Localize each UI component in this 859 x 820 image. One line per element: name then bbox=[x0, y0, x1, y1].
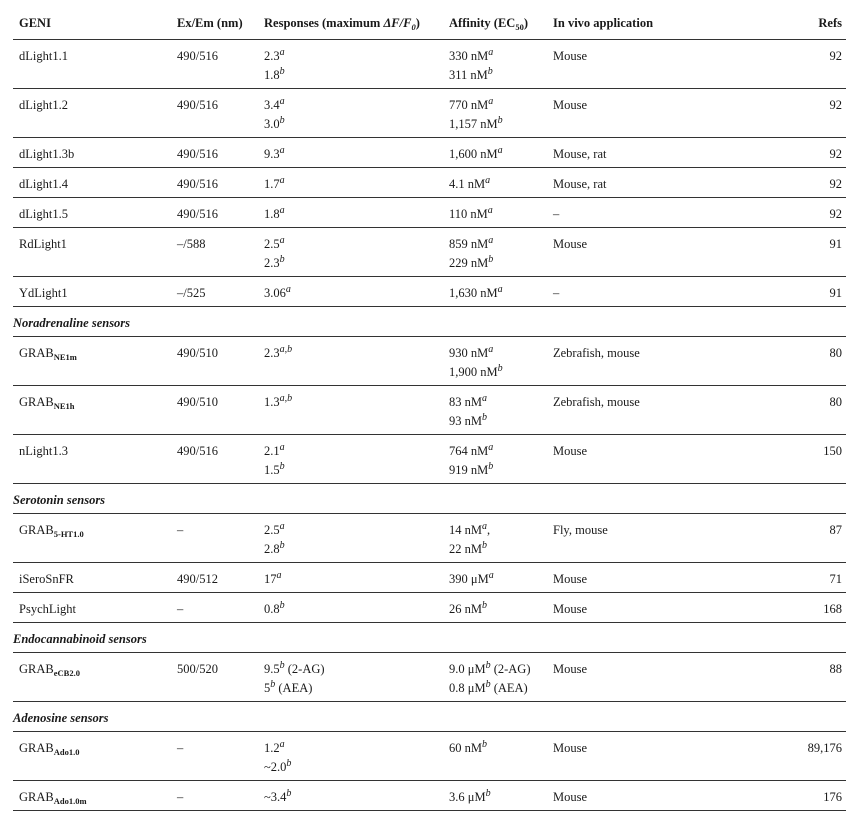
cell-responses-line bbox=[264, 758, 449, 777]
geni-name: GRAB bbox=[19, 346, 54, 360]
cell-affinity bbox=[449, 40, 553, 89]
footnote-marker: a bbox=[279, 145, 285, 156]
value: 330 nM bbox=[449, 49, 489, 63]
cell-affinity-line bbox=[449, 96, 553, 115]
cell-responses bbox=[264, 563, 449, 593]
cell-affinity bbox=[449, 337, 553, 386]
table-header bbox=[13, 5, 846, 40]
footnote-marker: b bbox=[279, 66, 285, 77]
cell-geni bbox=[13, 138, 177, 168]
geni-name: PsychLight bbox=[19, 602, 76, 616]
header-refs: Refs bbox=[818, 16, 842, 30]
cell-exem: –/525 bbox=[177, 277, 264, 307]
cell-responses-line bbox=[264, 739, 449, 758]
footnote-marker: b bbox=[482, 600, 487, 611]
footnote-marker: a bbox=[488, 344, 494, 355]
geni-name: GRAB bbox=[19, 790, 54, 804]
cell-exem: – bbox=[177, 781, 264, 811]
value: 859 nM bbox=[449, 237, 489, 251]
cell-invivo: – bbox=[553, 198, 787, 228]
cell-geni bbox=[13, 277, 177, 307]
cell-affinity-line bbox=[449, 412, 553, 431]
cell-invivo: Mouse bbox=[553, 40, 787, 89]
cell-affinity-line bbox=[449, 254, 553, 273]
footnote-marker: a bbox=[488, 442, 494, 453]
geni-subscript: Ado1.0 bbox=[53, 747, 80, 757]
footnote-marker: a bbox=[279, 175, 285, 186]
cell-refs: 80 bbox=[787, 337, 846, 386]
footnote-marker: a bbox=[487, 205, 493, 216]
cell-affinity-line bbox=[449, 600, 553, 619]
value: 110 nM bbox=[449, 207, 488, 221]
cell-invivo: Mouse, rat bbox=[553, 168, 787, 198]
value: 0.8 μM bbox=[449, 681, 486, 695]
footnote-marker: a bbox=[485, 175, 491, 186]
cell-responses bbox=[264, 89, 449, 138]
cell-responses-line bbox=[264, 570, 449, 589]
value: 930 nM bbox=[449, 346, 489, 360]
cell-refs: 80 bbox=[787, 386, 846, 435]
cell-exem: 490/516 bbox=[177, 198, 264, 228]
table-row bbox=[13, 386, 846, 435]
cell-affinity bbox=[449, 435, 553, 484]
geni-name: dLight1.2 bbox=[19, 98, 68, 112]
cell-responses-line bbox=[264, 284, 449, 303]
footnote-marker: b bbox=[482, 412, 487, 423]
table-row bbox=[13, 563, 846, 593]
cell-invivo: Mouse, rat bbox=[553, 138, 787, 168]
cell-responses-line bbox=[264, 393, 449, 412]
geni-name: GRAB bbox=[19, 741, 54, 755]
value: 229 nM bbox=[449, 256, 489, 270]
cell-invivo: Fly, mouse bbox=[553, 514, 787, 563]
value: 1,157 nM bbox=[449, 117, 498, 131]
cell-geni bbox=[13, 514, 177, 563]
table-body bbox=[13, 40, 846, 811]
cell-responses bbox=[264, 435, 449, 484]
geni-table bbox=[13, 5, 846, 811]
footnote-marker: a,b bbox=[279, 393, 293, 404]
value: 1.8 bbox=[264, 68, 280, 82]
value: ~2.0 bbox=[264, 760, 287, 774]
footnote-marker: b bbox=[488, 254, 494, 265]
cell-affinity-line bbox=[449, 521, 553, 540]
cell-geni bbox=[13, 593, 177, 623]
cell-invivo: Mouse bbox=[553, 89, 787, 138]
cell-affinity bbox=[449, 198, 553, 228]
cell-exem: 490/516 bbox=[177, 89, 264, 138]
section-label: Endocannabinoid sensors bbox=[13, 623, 846, 653]
cell-responses-line bbox=[264, 96, 449, 115]
value: 2.5 bbox=[264, 237, 280, 251]
cell-affinity-line bbox=[449, 660, 553, 679]
cell-responses-line bbox=[264, 540, 449, 559]
cell-refs: 88 bbox=[787, 653, 846, 702]
value: 5 bbox=[264, 681, 271, 695]
value: 311 nM bbox=[449, 68, 488, 82]
footnote-marker: a bbox=[497, 284, 503, 295]
table-row bbox=[13, 514, 846, 563]
value-note: (AEA) bbox=[490, 681, 528, 695]
geni-subscript: NE1m bbox=[53, 352, 77, 362]
cell-geni bbox=[13, 732, 177, 781]
value: 60 nM bbox=[449, 741, 482, 755]
table-row bbox=[13, 168, 846, 198]
value-note: (2-AG) bbox=[490, 662, 531, 676]
geni-subscript: Ado1.0m bbox=[53, 796, 87, 806]
value: 2.3 bbox=[264, 256, 280, 270]
value: 3.4 bbox=[264, 98, 280, 112]
footnote-marker: b bbox=[485, 679, 491, 690]
footnote-marker: b bbox=[487, 66, 493, 77]
value: 1.3 bbox=[264, 395, 280, 409]
cell-invivo: Zebrafish, mouse bbox=[553, 386, 787, 435]
table-row bbox=[13, 89, 846, 138]
value: 83 nM bbox=[449, 395, 482, 409]
header-responses: Responses (maximum $\Delta F/F_0$) bbox=[264, 16, 420, 32]
value: 22 nM bbox=[449, 542, 482, 556]
cell-responses-line bbox=[264, 679, 449, 698]
value: 26 nM bbox=[449, 602, 482, 616]
section-label: Serotonin sensors bbox=[13, 484, 846, 514]
cell-affinity-line bbox=[449, 115, 553, 134]
cell-refs: 92 bbox=[787, 138, 846, 168]
value: 3.0 bbox=[264, 117, 280, 131]
geni-name: GRAB bbox=[19, 662, 54, 676]
cell-affinity-line bbox=[449, 205, 553, 224]
footnote-marker: b bbox=[497, 115, 503, 126]
footnote-marker: a bbox=[279, 442, 285, 453]
cell-invivo: Mouse bbox=[553, 732, 787, 781]
cell-responses-line bbox=[264, 47, 449, 66]
cell-affinity-line bbox=[449, 393, 553, 412]
cell-responses-line bbox=[264, 344, 449, 363]
cell-refs: 89,176 bbox=[787, 732, 846, 781]
cell-exem: 490/510 bbox=[177, 337, 264, 386]
cell-invivo: Zebrafish, mouse bbox=[553, 337, 787, 386]
cell-affinity bbox=[449, 514, 553, 563]
cell-exem: 490/512 bbox=[177, 563, 264, 593]
value: ~3.4 bbox=[264, 790, 287, 804]
cell-refs: 168 bbox=[787, 593, 846, 623]
cell-responses bbox=[264, 228, 449, 277]
cell-geni bbox=[13, 386, 177, 435]
value: 770 nM bbox=[449, 98, 489, 112]
value: 764 nM bbox=[449, 444, 489, 458]
footnote-marker: a bbox=[276, 570, 282, 581]
cell-responses bbox=[264, 781, 449, 811]
cell-affinity bbox=[449, 781, 553, 811]
table-row bbox=[13, 277, 846, 307]
cell-responses-line bbox=[264, 254, 449, 273]
cell-geni bbox=[13, 40, 177, 89]
cell-geni bbox=[13, 168, 177, 198]
table-row bbox=[13, 228, 846, 277]
cell-geni bbox=[13, 563, 177, 593]
cell-geni bbox=[13, 228, 177, 277]
table-row bbox=[13, 337, 846, 386]
cell-refs: 87 bbox=[787, 514, 846, 563]
footnote-marker: b bbox=[286, 788, 292, 799]
cell-responses-line bbox=[264, 145, 449, 164]
header-invivo: In vivo application bbox=[553, 16, 654, 30]
value: 1,900 nM bbox=[449, 365, 498, 379]
footnote-marker: a bbox=[482, 521, 487, 532]
header-exem: Ex/Em (nm) bbox=[177, 16, 243, 30]
value: 3.6 μM bbox=[449, 790, 486, 804]
footnote-marker: a bbox=[279, 205, 285, 216]
footnote-marker: a bbox=[285, 284, 291, 295]
geni-subscript: eCB2.0 bbox=[53, 668, 80, 678]
cell-invivo: Mouse bbox=[553, 653, 787, 702]
footnote-marker: a,b bbox=[279, 344, 293, 355]
value: 2.1 bbox=[264, 444, 280, 458]
cell-affinity bbox=[449, 277, 553, 307]
cell-exem: – bbox=[177, 514, 264, 563]
geni-name: dLight1.3b bbox=[19, 147, 75, 161]
cell-refs: 176 bbox=[787, 781, 846, 811]
cell-invivo: Mouse bbox=[553, 563, 787, 593]
cell-responses-line bbox=[264, 66, 449, 85]
cell-geni bbox=[13, 89, 177, 138]
cell-refs: 150 bbox=[787, 435, 846, 484]
cell-affinity bbox=[449, 653, 553, 702]
footnote-marker: b bbox=[279, 254, 285, 265]
value: 9.5 bbox=[264, 662, 280, 676]
cell-responses-line bbox=[264, 788, 449, 807]
value-note: , bbox=[487, 523, 491, 537]
footnote-marker: a bbox=[488, 570, 494, 581]
cell-refs: 92 bbox=[787, 168, 846, 198]
cell-geni bbox=[13, 198, 177, 228]
value-note: (2-AG) bbox=[284, 662, 325, 676]
cell-responses bbox=[264, 386, 449, 435]
cell-affinity-line bbox=[449, 66, 553, 85]
geni-name: GRAB bbox=[19, 523, 54, 537]
cell-affinity-line bbox=[449, 461, 553, 480]
cell-responses bbox=[264, 138, 449, 168]
cell-refs: 92 bbox=[787, 40, 846, 89]
footnote-marker: b bbox=[279, 115, 285, 126]
cell-affinity bbox=[449, 168, 553, 198]
footnote-marker: a bbox=[482, 393, 487, 404]
cell-exem: 490/516 bbox=[177, 168, 264, 198]
value: 2.8 bbox=[264, 542, 280, 556]
footnote-marker: a bbox=[279, 521, 285, 532]
footnote-marker: a bbox=[497, 145, 503, 156]
value-note: (AEA) bbox=[275, 681, 313, 695]
cell-affinity bbox=[449, 732, 553, 781]
cell-affinity bbox=[449, 138, 553, 168]
cell-refs: 71 bbox=[787, 563, 846, 593]
value: 919 nM bbox=[449, 463, 489, 477]
cell-invivo: Mouse bbox=[553, 228, 787, 277]
cell-invivo: Mouse bbox=[553, 781, 787, 811]
cell-affinity bbox=[449, 89, 553, 138]
value: 93 nM bbox=[449, 414, 482, 428]
value: 1.2 bbox=[264, 741, 280, 755]
table-row bbox=[13, 781, 846, 811]
footnote-marker: b bbox=[488, 461, 494, 472]
section-label: Adenosine sensors bbox=[13, 702, 846, 732]
value: 0.8 bbox=[264, 602, 280, 616]
cell-affinity-line bbox=[449, 145, 553, 164]
table-page bbox=[13, 5, 846, 811]
cell-exem: 490/516 bbox=[177, 40, 264, 89]
cell-affinity-line bbox=[449, 788, 553, 807]
table-row bbox=[13, 435, 846, 484]
cell-exem: –/588 bbox=[177, 228, 264, 277]
value: 1.7 bbox=[264, 177, 280, 191]
value: 1.5 bbox=[264, 463, 280, 477]
cell-affinity-line bbox=[449, 344, 553, 363]
cell-responses bbox=[264, 198, 449, 228]
cell-affinity-line bbox=[449, 235, 553, 254]
footnote-marker: b bbox=[279, 600, 285, 611]
cell-responses-line bbox=[264, 521, 449, 540]
value: 2.3 bbox=[264, 346, 280, 360]
cell-refs: 91 bbox=[787, 277, 846, 307]
footnote-marker: b bbox=[286, 758, 292, 769]
cell-geni bbox=[13, 781, 177, 811]
cell-exem: – bbox=[177, 732, 264, 781]
footnote-marker: b bbox=[497, 363, 503, 374]
header-affinity: Affinity $(EC_{50})$ bbox=[449, 16, 528, 32]
footnote-marker: a bbox=[488, 47, 494, 58]
cell-exem: 490/516 bbox=[177, 138, 264, 168]
cell-exem: 490/516 bbox=[177, 435, 264, 484]
value: 4.1 nM bbox=[449, 177, 486, 191]
cell-responses bbox=[264, 337, 449, 386]
cell-invivo: Mouse bbox=[553, 593, 787, 623]
cell-responses bbox=[264, 277, 449, 307]
value: 2.3 bbox=[264, 49, 280, 63]
cell-responses bbox=[264, 593, 449, 623]
header-geni: GENI bbox=[19, 16, 51, 30]
value: 9.3 bbox=[264, 147, 280, 161]
section-label: Noradrenaline sensors bbox=[13, 307, 846, 337]
geni-subscript: 5-HT1.0 bbox=[53, 529, 84, 539]
cell-responses-line bbox=[264, 442, 449, 461]
value: 3.06 bbox=[264, 286, 286, 300]
cell-affinity bbox=[449, 593, 553, 623]
geni-name: GRAB bbox=[19, 395, 54, 409]
value: 390 μM bbox=[449, 572, 489, 586]
cell-affinity-line bbox=[449, 679, 553, 698]
cell-responses bbox=[264, 653, 449, 702]
footnote-marker: a bbox=[279, 96, 285, 107]
geni-name: YdLight1 bbox=[19, 286, 68, 300]
geni-name: dLight1.5 bbox=[19, 207, 68, 221]
footnote-marker: a bbox=[488, 235, 494, 246]
cell-affinity-line bbox=[449, 363, 553, 382]
table-row bbox=[13, 40, 846, 89]
cell-responses-line bbox=[264, 600, 449, 619]
value: 2.5 bbox=[264, 523, 280, 537]
footnote-marker: b bbox=[485, 660, 491, 671]
footnote-marker: b bbox=[482, 540, 487, 551]
footnote-marker: a bbox=[279, 739, 285, 750]
cell-responses bbox=[264, 514, 449, 563]
value: 17 bbox=[264, 572, 277, 586]
footnote-marker: b bbox=[279, 660, 285, 671]
section-header-row bbox=[13, 307, 846, 337]
value: 1.8 bbox=[264, 207, 280, 221]
cell-refs: 92 bbox=[787, 89, 846, 138]
cell-responses bbox=[264, 732, 449, 781]
value: 1,600 nM bbox=[449, 147, 498, 161]
footnote-marker: a bbox=[279, 235, 285, 246]
footnote-marker: b bbox=[482, 739, 487, 750]
cell-affinity-line bbox=[449, 442, 553, 461]
cell-geni bbox=[13, 435, 177, 484]
footnote-marker: b bbox=[279, 461, 285, 472]
cell-affinity-line bbox=[449, 284, 553, 303]
geni-name: RdLight1 bbox=[19, 237, 67, 251]
footnote-marker: a bbox=[488, 96, 494, 107]
cell-refs: 92 bbox=[787, 198, 846, 228]
value: 14 nM bbox=[449, 523, 482, 537]
geni-name: dLight1.1 bbox=[19, 49, 68, 63]
table-row bbox=[13, 138, 846, 168]
cell-responses bbox=[264, 168, 449, 198]
footnote-marker: a bbox=[279, 47, 285, 58]
cell-affinity bbox=[449, 386, 553, 435]
geni-name: nLight1.3 bbox=[19, 444, 68, 458]
cell-responses-line bbox=[264, 461, 449, 480]
footnote-marker: b bbox=[279, 540, 285, 551]
cell-responses-line bbox=[264, 660, 449, 679]
geni-subscript: NE1h bbox=[53, 401, 75, 411]
cell-invivo: – bbox=[553, 277, 787, 307]
cell-responses-line bbox=[264, 205, 449, 224]
table-row bbox=[13, 198, 846, 228]
cell-affinity-line bbox=[449, 739, 553, 758]
cell-responses bbox=[264, 40, 449, 89]
cell-affinity bbox=[449, 563, 553, 593]
cell-geni bbox=[13, 653, 177, 702]
cell-exem: – bbox=[177, 593, 264, 623]
section-header-row bbox=[13, 623, 846, 653]
table-row bbox=[13, 653, 846, 702]
cell-responses-line bbox=[264, 175, 449, 194]
section-header-row bbox=[13, 484, 846, 514]
table-row bbox=[13, 593, 846, 623]
value: 1,630 nM bbox=[449, 286, 498, 300]
footnote-marker: b bbox=[270, 679, 276, 690]
geni-name: iSeroSnFR bbox=[19, 572, 74, 586]
cell-affinity-line bbox=[449, 47, 553, 66]
geni-name: dLight1.4 bbox=[19, 177, 68, 191]
cell-geni bbox=[13, 337, 177, 386]
cell-invivo: Mouse bbox=[553, 435, 787, 484]
cell-affinity-line bbox=[449, 175, 553, 194]
cell-affinity bbox=[449, 228, 553, 277]
cell-exem: 490/510 bbox=[177, 386, 264, 435]
footnote-marker: b bbox=[485, 788, 491, 799]
table-row bbox=[13, 732, 846, 781]
cell-affinity-line bbox=[449, 540, 553, 559]
cell-responses-line bbox=[264, 115, 449, 134]
section-header-row bbox=[13, 702, 846, 732]
cell-refs: 91 bbox=[787, 228, 846, 277]
cell-exem: 500/520 bbox=[177, 653, 264, 702]
cell-affinity-line bbox=[449, 570, 553, 589]
value: 9.0 μM bbox=[449, 662, 486, 676]
cell-responses-line bbox=[264, 235, 449, 254]
